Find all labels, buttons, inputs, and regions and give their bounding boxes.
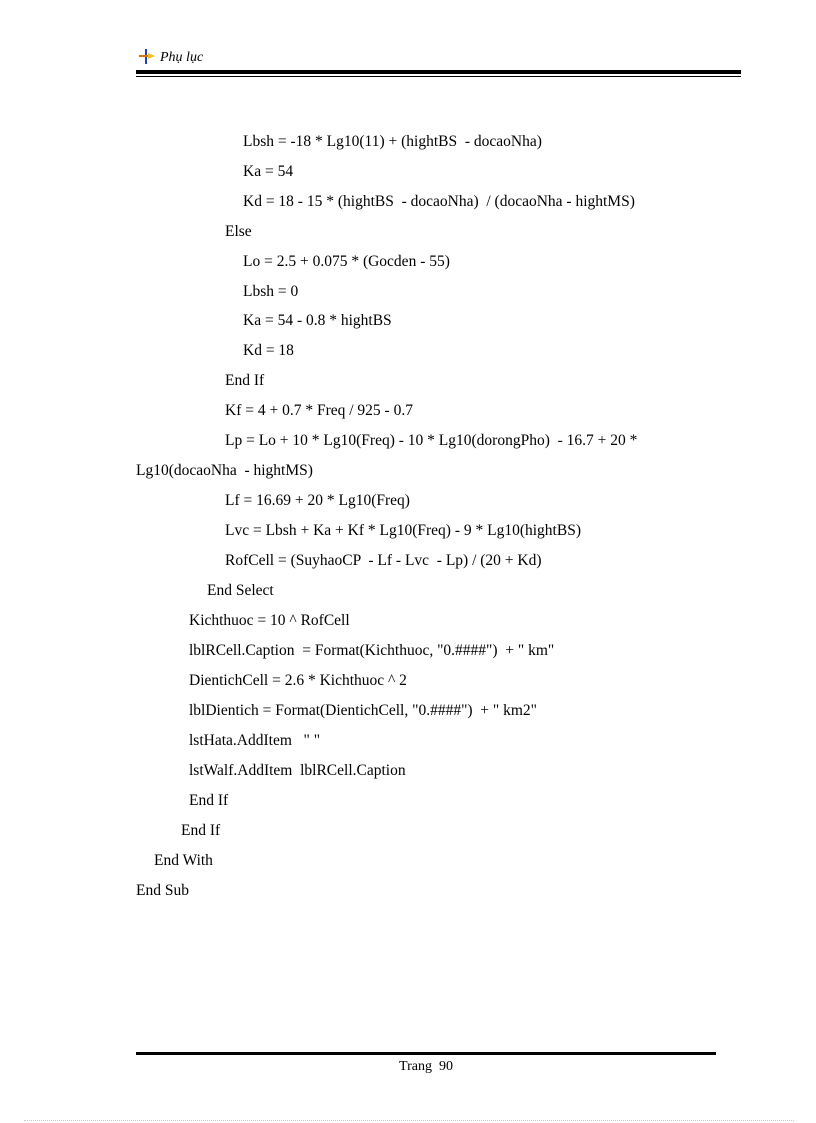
- footer-rule: [136, 1052, 716, 1055]
- page-number: Trang 90: [399, 1059, 453, 1074]
- header-title: Phụ lục: [160, 50, 204, 65]
- code-line: Ka = 54 - 0.8 * hightBS: [243, 312, 392, 329]
- code-line: Else: [225, 223, 252, 240]
- code-line: Lbsh = 0: [243, 283, 299, 300]
- code-line: lstHata.AddItem " ": [189, 732, 321, 749]
- code-line: End If: [189, 792, 229, 809]
- code-line: lblRCell.Caption = Format(Kichthuoc, "0.####") + " km": [189, 642, 555, 659]
- code-line: Kd = 18: [243, 342, 294, 359]
- code-line: End Sub: [136, 882, 189, 899]
- code-line: End With: [154, 852, 213, 869]
- code-line: Ka = 54: [243, 163, 294, 180]
- code-line: Lp = Lo + 10 * Lg10(Freq) - 10 * Lg10(dorongPho) - 16.7 + 20 *: [225, 432, 638, 449]
- code-line: DientichCell = 2.6 * Kichthuoc ^ 2: [189, 672, 407, 689]
- code-line: End If: [181, 822, 221, 839]
- code-line: Kichthuoc = 10 ^ RofCell: [189, 612, 350, 629]
- code-line: Kd = 18 - 15 * (hightBS - docaoNha) / (docaoNha - hightMS): [243, 193, 635, 210]
- code-line: End Select: [207, 582, 274, 599]
- page-edge-divider: [24, 1120, 794, 1121]
- code-line: lblDientich = Format(DientichCell, "0.####") + " km2": [189, 702, 538, 719]
- code-line: Lbsh = -18 * Lg10(11) + (hightBS - docaoNha): [243, 133, 542, 150]
- code-line: lstWalf.AddItem lblRCell.Caption: [189, 762, 406, 779]
- code-line: Lf = 16.69 + 20 * Lg10(Freq): [225, 492, 410, 509]
- code-line: End If: [225, 372, 265, 389]
- code-line: Lg10(docaoNha - hightMS): [136, 462, 313, 479]
- code-line: Kf = 4 + 0.7 * Freq / 925 - 0.7: [225, 402, 413, 419]
- code-line: Lvc = Lbsh + Ka + Kf * Lg10(Freq) - 9 * Lg10(hightBS): [225, 522, 581, 539]
- code-line: Lo = 2.5 + 0.075 * (Gocden - 55): [243, 253, 450, 270]
- code-line: RofCell = (SuyhaoCP - Lf - Lvc - Lp) / (20 + Kd): [225, 552, 542, 569]
